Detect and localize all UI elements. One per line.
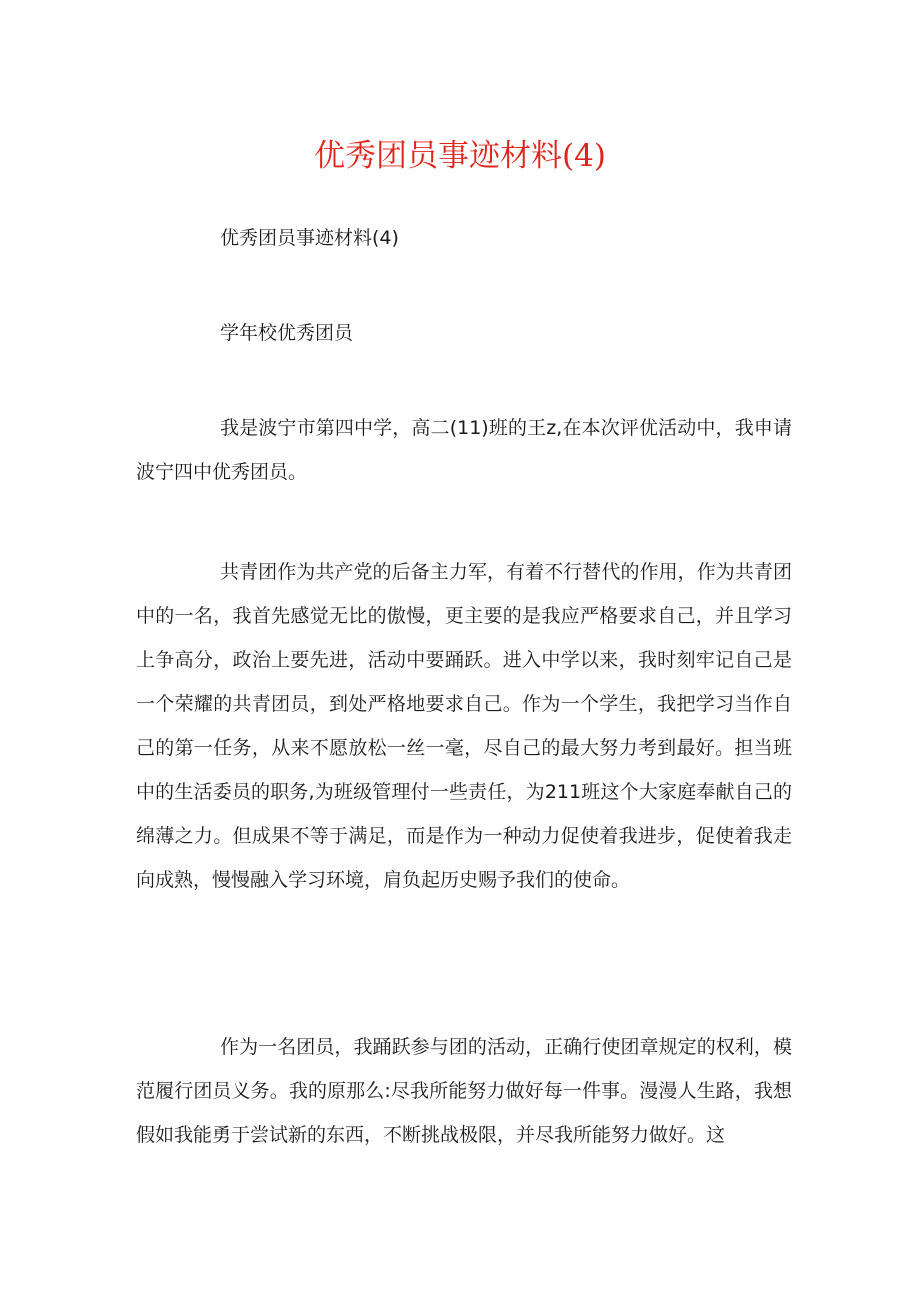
paragraph-heading-repeat: 优秀团员事迹材料(4) <box>220 227 399 249</box>
paragraph-member-duties: 作为一名团员，我踊跃参与团的活动，正确行使团章规定的权利，模范履行团员义务。我的原那么:尽我所能努力做好每一件事。漫漫人生路，我想假如我能勇于尝试新的东西，不断挑战极限，并尽我所能努力做好。这 <box>136 1036 792 1146</box>
paragraph-introduction: 我是波宁市第四中学，高二(11)班的王z,在本次评优活动中，我申请波宁四中优秀团员。 <box>136 417 792 483</box>
document-title: 优秀团员事迹材料(4) <box>314 138 606 174</box>
paragraph-league-role: 共青团作为共产党的后备主力军，有着不行替代的作用，作为共青团中的一名，我首先感觉无比的傲慢，更主要的是我应严格要求自己，并且学习上争高分，政治上要先进，活动中要踊跃。进入中学以来，我时刻牢记自己是一个荣耀的共青团员，到处严格地要求自己。作为一个学生，我把学习当作自己的第一任务，从来不愿放松一丝一毫，尽自己的最大努力考到最好。担当班中的生活委员的职务,为班级管理付一些责任，为211班这个大家庭奉献自己的绵薄之力。但成果不等于满足，而是作为一种动力促使着我进步，促使着我走向成熟，慢慢融入学习环境，肩负起历史赐予我们的使命。 <box>136 561 792 891</box>
paragraph-subtitle: 学年校优秀团员 <box>220 322 354 344</box>
